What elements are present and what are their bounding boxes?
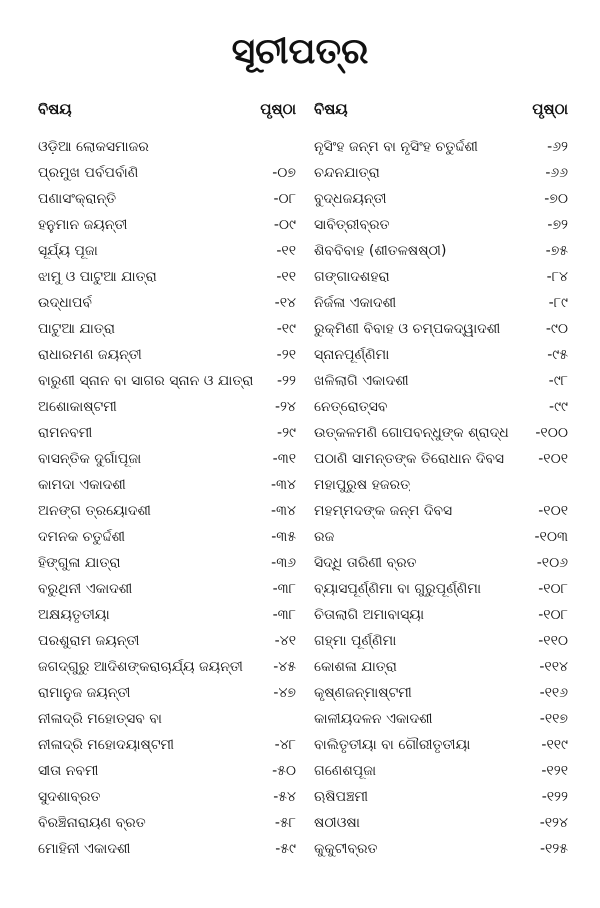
- contents-entry: [314, 264, 568, 290]
- entry-page-number: -୩୫: [271, 529, 296, 545]
- entry-page-number: -୧୦୦: [535, 425, 568, 441]
- entry-page-number: -୯୮: [548, 373, 568, 389]
- contents-list-right: [314, 134, 568, 862]
- entry-page-number: -୧୦୮: [538, 607, 568, 623]
- contents-entry: [314, 654, 568, 680]
- entry-title: ପ୍ରମୁଖ ପର୍ବପର୍ବାଣି: [38, 165, 139, 181]
- entry-page-number: -୬୬: [545, 165, 568, 181]
- entry-title: ଦମନକ ଚତୁର୍ଦ୍ଦଶୀ: [38, 529, 126, 545]
- contents-entry: [38, 680, 296, 706]
- contents-entry: [38, 212, 296, 238]
- contents-entry: [314, 784, 568, 810]
- contents-entry: [314, 472, 568, 498]
- contents-entry: [38, 394, 296, 420]
- entry-title: ହନୁମାନ ଜୟନ୍ତୀ: [38, 217, 128, 233]
- contents-entry: [314, 420, 568, 446]
- subject-header: ବିଷୟ: [314, 100, 348, 118]
- contents-column-right: [314, 94, 568, 862]
- entry-page-number: -୦୭: [272, 165, 296, 181]
- contents-entry: [38, 784, 296, 810]
- entry-title: ଉତ୍କଳମଣି ଗୋପବନ୍ଧୁଙ୍କ ଶ୍ରାଦ୍ଧ: [314, 425, 509, 441]
- entry-page-number: -୫୮: [274, 815, 296, 831]
- contents-entry: [38, 498, 296, 524]
- entry-title: ନେତ୍ରୋତ୍ସବ: [314, 399, 388, 415]
- entry-page-number: -୭୦: [544, 191, 568, 207]
- contents-entry: [38, 732, 296, 758]
- entry-page-number: -୮୪: [546, 269, 568, 285]
- entry-page-number: -୧୧୪: [539, 659, 568, 675]
- entry-page-number: -୪୫: [273, 659, 296, 675]
- entry-title: ବାଲିତୃତୀୟା ବା ଗୌରୀତୃତୀୟା: [314, 737, 471, 753]
- entry-title: ଖଳିଲାଗି ଏକାଦଶୀ: [314, 373, 409, 389]
- entry-title: ବରୁଥିନୀ ଏକାଦଶୀ: [38, 581, 133, 597]
- entry-title: କୃଷ୍ଣଜନ୍ମାଷ୍ଟମୀ: [314, 685, 412, 701]
- contents-entry: [314, 134, 568, 160]
- entry-title: କୁକୁଟୀବ୍ରତ: [314, 841, 378, 857]
- entry-page-number: -୩୪: [270, 477, 296, 493]
- page-header: ପୃଷ୍ଠା: [532, 100, 568, 118]
- entry-page-number: -୧୨୫: [539, 841, 568, 857]
- contents-column-left: [38, 94, 296, 862]
- entry-title: ମହମ୍ମଦଙ୍କ ଜନ୍ମ ଦିବସ: [314, 503, 453, 519]
- contents-entry: [38, 550, 296, 576]
- contents-entry: [38, 836, 296, 862]
- entry-title: ମହାପୁରୁଷ ହଜରତ୍: [314, 477, 411, 493]
- entry-page-number: -୭୨: [547, 217, 568, 233]
- entry-title: ନିର୍ଜଳା ଏକାଦଶୀ: [314, 295, 397, 311]
- contents-entry: [38, 524, 296, 550]
- contents-entry: [38, 160, 296, 186]
- contents-entry: [314, 810, 568, 836]
- entry-page-number: -୭୫: [545, 243, 568, 259]
- entry-title: ହିଙ୍ଗୁଳା ଯାତ୍ରା: [38, 555, 121, 571]
- entry-title: କାମଦା ଏକାଦଶୀ: [38, 477, 126, 493]
- entry-title: ଅଶୋକାଷ୍ଟମୀ: [38, 399, 117, 415]
- contents-entry: [38, 654, 296, 680]
- contents-entry: [314, 290, 568, 316]
- entry-title: ବାରୁଣୀ ସ୍ନାନ ବା ସାଗର ସ୍ନାନ ଓ ଯାତ୍ରା: [38, 373, 254, 389]
- entry-title: ଓଡ଼ିଆ ଲୋକସମାଜର: [38, 139, 149, 155]
- entry-page-number: -୧୨୧: [541, 763, 568, 779]
- entry-page-number: -୬୨: [547, 139, 568, 155]
- contents-entry: [314, 316, 568, 342]
- entry-title: ଉଦ୍ଧାପର୍ବ: [38, 295, 92, 311]
- contents-list-left: [38, 134, 296, 862]
- entry-title: ଋଷିପଞ୍ଚମୀ: [314, 789, 369, 805]
- entry-page-number: -୨୯: [277, 425, 296, 441]
- page-header: ପୃଷ୍ଠା: [260, 100, 296, 118]
- entry-title: ଗଙ୍ଗାଦଶହରା: [314, 269, 390, 285]
- entry-page-number: -୧୧୯: [541, 737, 568, 753]
- entry-page-number: -୧୧୬: [539, 685, 568, 701]
- entry-page-number: -୧୦୧: [538, 503, 568, 519]
- entry-page-number: -୯୯: [549, 399, 568, 415]
- contents-entry: [314, 524, 568, 550]
- entry-page-number: -୩୮: [272, 581, 296, 597]
- contents-entry: [38, 134, 296, 160]
- entry-page-number: -୦୯: [273, 217, 296, 233]
- entry-page-number: -୯୦: [545, 321, 568, 337]
- entry-title: ନୃସିଂହ ଜନ୍ମ ବା ନୃସିଂହ ଚତୁର୍ଦ୍ଦଶୀ: [314, 139, 478, 155]
- entry-title: ରାଧାରମଣ ଜୟନ୍ତୀ: [38, 347, 142, 363]
- contents-entry: [314, 498, 568, 524]
- contents-entry: [38, 290, 296, 316]
- entry-title: କୋଶଳା ଯାତ୍ରା: [314, 659, 397, 675]
- entry-title: ସୂର୍ଯ୍ୟ ପୂଜା: [38, 243, 98, 259]
- contents-entry: [314, 394, 568, 420]
- entry-page-number: -୧୦୮: [538, 581, 568, 597]
- entry-page-number: -୧୦୩: [534, 529, 568, 545]
- contents-entry: [314, 160, 568, 186]
- contents-entry: [38, 186, 296, 212]
- contents-entry: [314, 186, 568, 212]
- entry-page-number: -୦୮: [273, 191, 296, 207]
- entry-page-number: -୫୦: [272, 763, 296, 779]
- entry-title: ଝାମୁ ଓ ପାଟୁଆ ଯାତ୍ରା: [38, 269, 157, 285]
- contents-entry: [38, 472, 296, 498]
- entry-page-number: -୧୦୬: [536, 555, 568, 571]
- entry-title: ରଜ: [314, 529, 335, 545]
- entry-title: ଅକ୍ଷୟତୃତୀୟା: [38, 607, 110, 623]
- entry-title: ଗଣେଶପୂଜା: [314, 763, 377, 779]
- entry-title: ପଠାଣି ସାମନ୍ତଙ୍କ ତିରୋଧାନ ଦିବସ: [314, 451, 505, 467]
- contents-entry: [38, 628, 296, 654]
- entry-page-number: -୨୪: [275, 399, 296, 415]
- entry-title: ଜଗଦ୍‌ଗୁରୁ ଆଦିଶଙ୍କରାଚାର୍ଯ୍ୟ ଜୟନ୍ତୀ: [38, 659, 243, 675]
- contents-entry: [314, 732, 568, 758]
- entry-title: ସ୍ନାନପୂର୍ଣ୍ଣିମା: [314, 347, 390, 363]
- entry-title: ରାମାନୁଜ ଜୟନ୍ତୀ: [38, 685, 131, 701]
- entry-page-number: -୩୧: [272, 451, 296, 467]
- contents-entry: [314, 602, 568, 628]
- entry-title: ଚିତାଲାଗି ଅମାବାସ୍ୟା: [314, 607, 425, 623]
- page-title: ସୂଚୀପତ୍ର: [231, 31, 369, 72]
- contents-entry: [38, 706, 296, 732]
- contents-entry: [314, 628, 568, 654]
- entry-page-number: -୫୯: [275, 841, 296, 857]
- entry-title: ବିରଞ୍ଚିନାରାୟଣ ବ୍ରତ: [38, 815, 146, 831]
- entry-page-number: -୧୦୧: [538, 451, 568, 467]
- entry-page-number: -୧୧: [276, 243, 296, 259]
- contents-entry: [38, 758, 296, 784]
- entry-title: ସିଦ୍ଧି ତାରିଣୀ ବ୍ରତ: [314, 555, 417, 571]
- entry-title: ଗହ୍ମା ପୂର୍ଣ୍ଣିମା: [314, 633, 397, 649]
- entry-title: ରୁକ୍ମିଣୀ ବିବାହ ଓ ଚମ୍ପକଦ୍ୱାଦଶୀ: [314, 321, 501, 337]
- contents-entry: [314, 680, 568, 706]
- entry-title: ଷଠୀଓଷା: [314, 815, 360, 831]
- entry-title: ଚନ୍ଦନଯାତ୍ରା: [314, 165, 380, 181]
- entry-title: ନୀଳାଦ୍ରି ମହୋଦୟାଷ୍ଟମୀ: [38, 737, 175, 753]
- contents-entry: [314, 446, 568, 472]
- entry-page-number: -୨୨: [277, 373, 296, 389]
- contents-entry: [38, 576, 296, 602]
- contents-entry: [314, 550, 568, 576]
- entry-page-number: -୩୬: [271, 555, 296, 571]
- contents-entry: [38, 342, 296, 368]
- contents-entry: [314, 238, 568, 264]
- entry-page-number: -୩୪: [270, 503, 296, 519]
- contents-entry: [38, 238, 296, 264]
- entry-title: ପାଟୁଆ ଯାତ୍ରା: [38, 321, 115, 337]
- entry-page-number: -୧୨୨: [541, 789, 568, 805]
- contents-entry: [314, 368, 568, 394]
- contents-entry: [38, 420, 296, 446]
- contents-entry: [314, 576, 568, 602]
- contents-entry: [314, 706, 568, 732]
- entry-page-number: -୪୭: [273, 685, 296, 701]
- entry-title: କାଳୀୟଦଳନ ଏକାଦଶୀ: [314, 711, 433, 727]
- subject-header: ବିଷୟ: [38, 100, 72, 118]
- entry-title: ନୀଳାଦ୍ରି ମହୋତ୍ସବ ବା: [38, 711, 162, 727]
- contents-entry: [314, 212, 568, 238]
- entry-page-number: -୧୯: [276, 321, 296, 337]
- entry-page-number: -୪୧: [274, 633, 296, 649]
- contents-entry: [38, 810, 296, 836]
- contents-entry: [38, 446, 296, 472]
- entry-page-number: -୮୯: [548, 295, 568, 311]
- entry-title: ସାବିତ୍ରୀବ୍ରତ: [314, 217, 390, 233]
- entry-page-number: -୩୮: [272, 607, 296, 623]
- entry-page-number: -୨୧: [276, 347, 296, 363]
- entry-title: ରାମନବମୀ: [38, 425, 93, 441]
- entry-title: ସୁଦଶାବ୍ରତ: [38, 789, 101, 805]
- entry-title: ମୋହିନୀ ଏକାଦଶୀ: [38, 841, 131, 857]
- entry-page-number: -୧୨୪: [539, 815, 568, 831]
- contents-entry: [314, 836, 568, 862]
- contents-entry: [38, 316, 296, 342]
- entry-title: ସୀତା ନବମୀ: [38, 763, 99, 779]
- entry-page-number: -୯୫: [547, 347, 568, 363]
- contents-entry: [38, 602, 296, 628]
- entry-page-number: -୧୧୭: [539, 711, 568, 727]
- entry-page-number: -୫୪: [273, 789, 296, 805]
- contents-entry: [38, 368, 296, 394]
- entry-title: ଶିବବିବାହ (ଶୀତଳଷଷ୍ଠୀ): [314, 243, 447, 259]
- entry-page-number: -୧୪: [274, 295, 296, 311]
- contents-entry: [314, 758, 568, 784]
- entry-page-number: -୧୧୦: [538, 633, 568, 649]
- entry-title: ପଣାସଂକ୍ରାନ୍ତି: [38, 191, 117, 207]
- entry-title: ବୁଦ୍ଧଜୟନ୍ତୀ: [314, 191, 387, 207]
- entry-page-number: -୧୧: [276, 269, 296, 285]
- column-header: [38, 94, 296, 124]
- entry-title: ପରଶୁରାମ ଜୟନ୍ତୀ: [38, 633, 140, 649]
- contents-entry: [314, 342, 568, 368]
- entry-title: ଅନଙ୍ଗ ତ୍ରୟୋଦଶୀ: [38, 503, 151, 519]
- entry-title: ବାସନ୍ତିକ ଦୁର୍ଗାପୂଜା: [38, 451, 142, 467]
- contents-entry: [38, 264, 296, 290]
- column-header: [314, 94, 568, 124]
- entry-title: ବ୍ୟାସପୂର୍ଣ୍ଣିମା ବା ଗୁରୁପୂର୍ଣ୍ଣିମା: [314, 581, 482, 597]
- entry-page-number: -୪୮: [274, 737, 296, 753]
